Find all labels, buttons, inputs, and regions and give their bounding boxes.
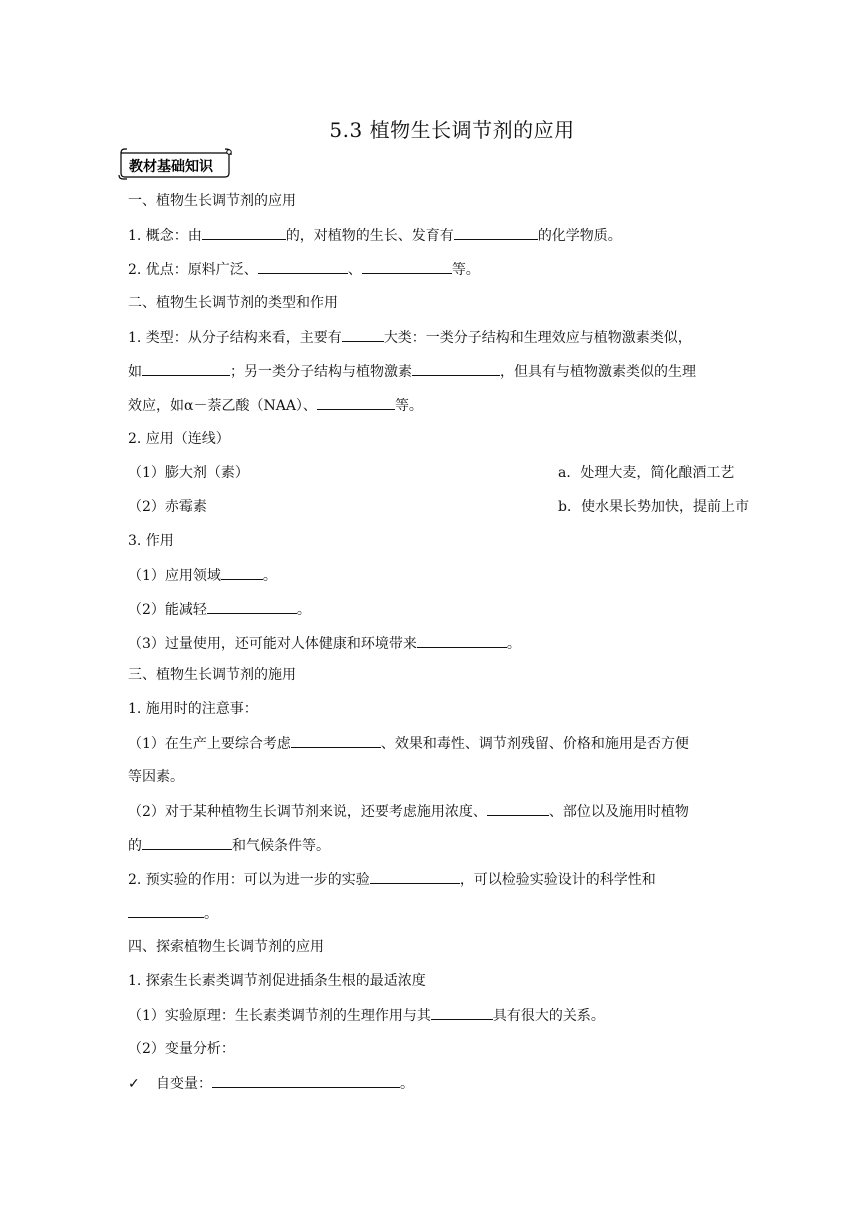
role-line-2: [128, 599, 738, 620]
text: 的: [128, 838, 142, 854]
text: 如: [128, 364, 142, 380]
text: 和气候条件等。: [232, 838, 330, 854]
answer-blank: [342, 327, 384, 342]
answer-blank: [454, 225, 538, 240]
text: ，但具有与植物激素类似的生理: [500, 364, 696, 380]
answer-blank: [431, 1005, 493, 1020]
subsection-1-heading: 1. 探索生长素类调节剂促进插条生根的最适浓度: [128, 973, 426, 989]
text: （1）实验原理：生长素类调节剂的生理作用与其: [128, 1008, 431, 1024]
text: 1. 类型：从分子结构来看，主要有: [128, 330, 342, 346]
section-1-heading: 一、植物生长调节剂的应用: [128, 193, 296, 209]
type-line-3: [128, 395, 738, 416]
text: 。: [506, 636, 521, 652]
text: 。: [400, 1076, 414, 1092]
text: 。: [262, 568, 277, 584]
text: （2）能减轻: [128, 602, 207, 618]
answer-blank: [128, 903, 204, 918]
text: （1）在生产上要综合考虑: [128, 736, 291, 752]
page-title: 5.3 植物生长调节剂的应用: [329, 118, 575, 142]
answer-blank: [291, 733, 381, 748]
answer-blank: [142, 835, 232, 850]
type-line-1: [128, 327, 738, 348]
answer-blank: [370, 869, 460, 884]
note-1-line-1: [128, 733, 738, 754]
note-1-line-2: 等因素。: [128, 769, 184, 785]
answer-blank: [258, 259, 348, 274]
note-heading: 1. 施用时的注意事：: [128, 701, 258, 717]
match-right-item: b．使水果长势加快，提前上市: [558, 499, 749, 515]
match-right-item: a．处理大麦，简化酿酒工艺: [558, 465, 735, 481]
text: 、效果和毒性、调节剂残留、价格和施用是否方便: [380, 736, 689, 752]
answer-blank: [487, 801, 549, 816]
text: 。: [204, 906, 218, 922]
text: 2. 优点：原料广泛、: [128, 262, 258, 278]
independent-variable-line: [128, 1073, 738, 1094]
answer-blank: [412, 361, 500, 376]
note-2-line-2: [128, 835, 738, 856]
banner-label: 教材基础知识: [129, 159, 213, 175]
text: 自变量：: [156, 1076, 212, 1092]
text: 、部位以及施用时植物: [548, 804, 689, 820]
text: ；另一类分子结构与植物激素: [230, 364, 412, 380]
section-3-heading: 三、植物生长调节剂的施用: [128, 667, 296, 683]
text: ，可以检验实验设计的科学性和: [459, 872, 656, 888]
role-heading: 3. 作用: [128, 533, 174, 549]
role-line-1: [128, 565, 738, 586]
variable-analysis-heading: （2）变量分析：: [128, 1041, 235, 1057]
pre-experiment-line-1: [128, 869, 738, 890]
text: 具有很大的关系。: [492, 1008, 605, 1024]
text: （2）对于某种植物生长调节剂来说，还要考虑施用浓度、: [128, 804, 487, 820]
text: 的化学物质。: [537, 228, 622, 244]
text: 效应，如α－萘乙酸（NAA）、: [128, 398, 317, 414]
advantage-line: [128, 259, 738, 280]
role-line-3: [128, 633, 738, 654]
match-row-2: [128, 497, 749, 517]
type-line-2: [128, 361, 738, 382]
match-row-1: [128, 463, 738, 483]
section-4-heading: 四、探索植物生长调节剂的应用: [128, 939, 324, 955]
answer-blank: [202, 225, 286, 240]
text: 大类：一类分子结构和生理效应与植物激素类似，: [383, 330, 692, 346]
answer-blank: [212, 1073, 400, 1088]
text: 的，对植物的生长、发育有: [285, 228, 454, 244]
answer-blank: [417, 633, 507, 648]
note-2-line-1: [128, 801, 738, 822]
text: （3）过量使用，还可能对人体健康和环境带来: [128, 636, 417, 652]
answer-blank: [317, 395, 395, 410]
text: 、: [347, 262, 362, 278]
section-2-heading: 二、植物生长调节剂的类型和作用: [128, 295, 338, 311]
pre-experiment-line-2: [128, 903, 738, 924]
text: 1. 概念：由: [128, 228, 202, 244]
application-heading: 2. 应用（连线）: [128, 431, 230, 447]
answer-blank: [142, 361, 230, 376]
match-left-item: （2）赤霉素: [128, 499, 207, 515]
answer-blank: [221, 565, 263, 580]
answer-blank: [207, 599, 297, 614]
principle-line: [128, 1005, 738, 1026]
text: 2. 预实验的作用：可以为进一步的实验: [128, 872, 370, 888]
answer-blank: [362, 259, 452, 274]
text: 等。: [451, 262, 480, 278]
text: 等。: [394, 398, 423, 414]
match-left-item: （1）膨大剂（素）: [128, 465, 249, 481]
text: （1）应用领域: [128, 568, 221, 584]
text: 。: [296, 602, 311, 618]
section-banner: [117, 147, 234, 180]
concept-line: [128, 225, 738, 246]
checkmark-icon: ✓: [128, 1076, 140, 1092]
